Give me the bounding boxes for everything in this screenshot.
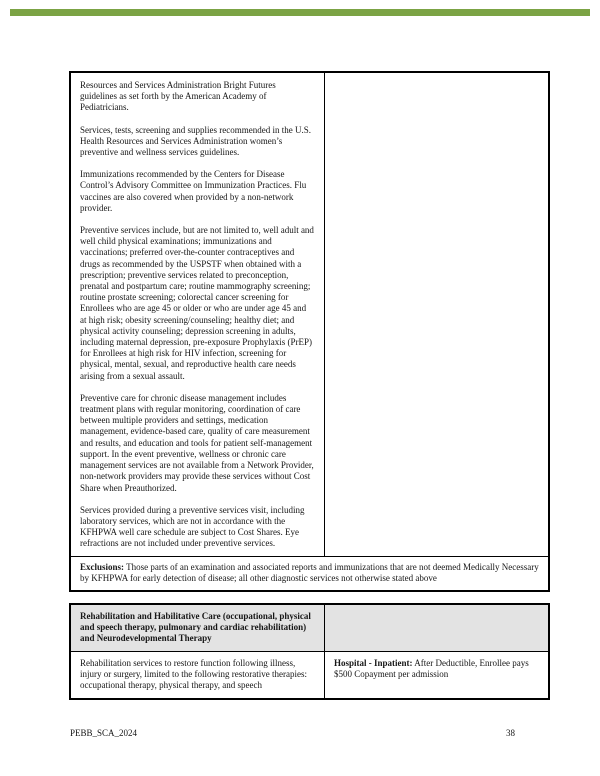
benefit-paragraph: Preventive services include, but are not limited to, well adult and well child physical examinations; immunizations and vaccinations; preferred over-the-counter contraceptives and drugs as recommended by the USPSTF when obtained with a prescription; preventive services related to preconception, prenatal and postpartum care; routine mammography screening; routine prostate screening; colorectal cancer screening for Enrollees who are age 45 or older or who are under age 45 and at high risk; obesity screening/counseling; healthy diet; and physical activity counseling; depression screening in adults, including maternal depression, pre-exposure Prophylaxis (PrEP) for Enrollees at high risk for HIV infection, screening for physical, mental, sexual, and reproductive health care needs arising from a sexual assault. xyxy=(80,225,314,381)
rehab-header-empty-cell xyxy=(325,605,548,651)
rehab-cost-share-text: After Deductible, Enrollee pays $500 Copayment per admission xyxy=(334,657,529,679)
exclusions-row xyxy=(71,556,548,590)
benefit-paragraph: Services, tests, screening and supplies recommended in the U.S. Health Resources and Services Administration women’s preventive and wellness services guidelines. xyxy=(80,124,311,158)
rehab-header-title: Rehabilitation and Habilitative Care (occupational, physical and speech therapy, pulmonary and cardiac rehabilitation) and Neurodevelopmental Therapy xyxy=(71,605,325,651)
rehab-benefit-row xyxy=(71,652,548,699)
benefit-paragraph: Preventive care for chronic disease management includes treatment plans with regular monitoring, coordination of care between multiple providers and settings, medication management, evidence-based care, quality of care measurement and results, and education and tools for patient self-management support. In the event preventive, wellness or chronic care management services are not available from a Network Provider, non-network providers may provide these services without Cost Share when Preauthorized. xyxy=(80,392,314,493)
rehab-cost-share-cell xyxy=(325,652,548,699)
benefit-description-cell xyxy=(71,73,325,556)
footer-document-id: PEBB_SCA_2024 xyxy=(70,728,138,738)
rehabilitation-table xyxy=(69,603,550,700)
benefit-paragraph: Immunizations recommended by the Centers for Disease Control’s Advisory Committee on Immunization Practices. Flu vaccines are also covered when provided by a non-network provider. xyxy=(80,169,307,213)
exclusions-text: Those parts of an examination and associated reports and immunizations that are not deemed Medically Necessary by KFHPWA for early detection of disease; all other diagnostic services not otherwise stated above xyxy=(80,562,539,584)
benefit-row xyxy=(71,73,548,556)
cost-share-cell-empty xyxy=(325,73,548,556)
rehab-benefit-description: Rehabilitation services to restore function following illness, injury or surgery, limited to the following restorative therapies: occupational therapy, physical therapy, and speech xyxy=(71,652,325,699)
footer-page-number: 38 xyxy=(506,728,515,738)
benefit-paragraph: Services provided during a preventive services visit, including laboratory services, which are not in accordance with the KFHPWA well care schedule are subject to Cost Shares. Eye refractions are not included under preventive services. xyxy=(80,504,305,549)
exclusions-label: Exclusions: xyxy=(80,562,125,572)
highlight-bar xyxy=(10,9,590,16)
preventive-services-table xyxy=(69,71,550,592)
rehab-cost-share-label: Hospital - Inpatient: xyxy=(334,657,413,668)
benefit-paragraph: Resources and Services Administration Bright Futures guidelines as set forth by the American Academy of Pediatricians. xyxy=(80,80,276,113)
rehab-header-row xyxy=(71,605,548,652)
